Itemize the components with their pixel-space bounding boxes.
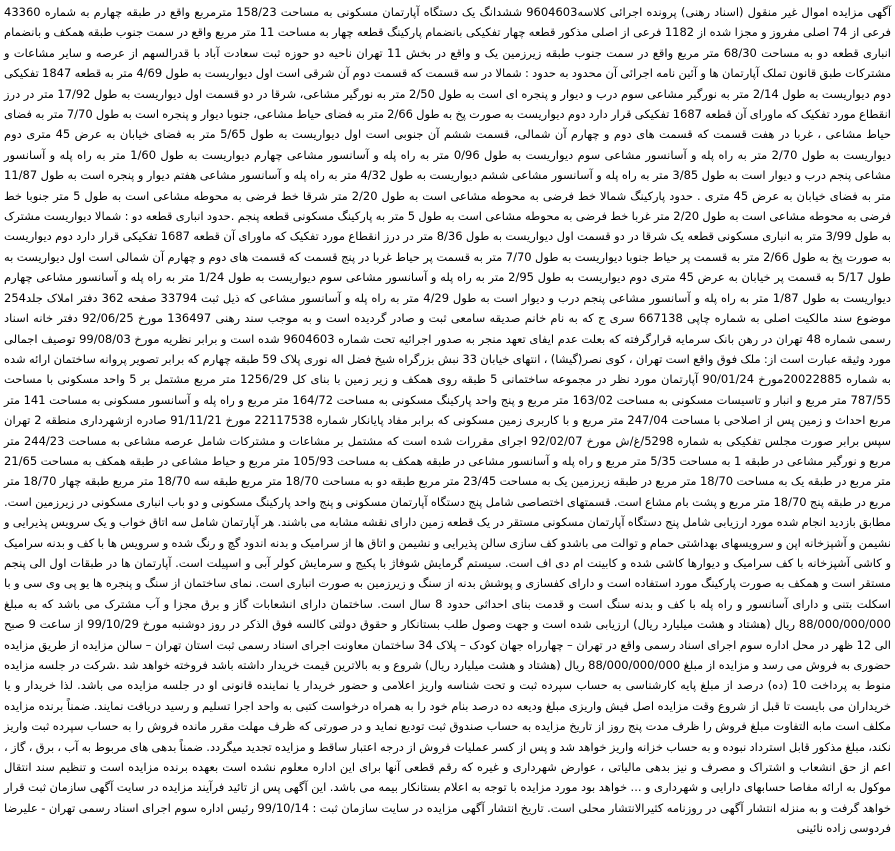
auction-notice-text: آگهی مزایده اموال غیر منقول (اسناد رهنی) پرونده اجرائی کلاسه9604603 ششدانگ یک دستگاه آپارتمان مسکونی به مساحت 158/23 مترمربع واقع در طبقه چهارم به شماره 43360 فرعی از 74 اصلی مفروز و مجزا شده از 1182 فرعی از اصلی مذکور قطعه چهار تفکیکی بانضمام پارکینگ قطعه چهار به مساحت 11 متر مربع واقع در سمت جنوب طبقه همکف و بانضمام انباری قطعه دو به مساحت 68/30 متر مربع واقع در سمت جنوب طبقه زیرزمین یک و واقع در بخش 11 تهران ناحیه دو حوزه ثبت سعادت آباد با قدرالسهم از عرصه و سایر مشاعات و مشترکات طبق قانون تملک آپارتمان ها و آئین نامه اجرائی آن محدود به حدود : شمالا در سه قسمت که قسمت دوم آن شرقی است اول دیواریست به طول 4/69 متر به قطعه 1847 تفکیکی دوم دیواریست به طول 2/14 متر به نورگیر مشاعی سوم درب و دیوار و پنجره ای است به طول 2/50 متر به نورگیر مشاعی، شرقا در دو قسمت اول دیواریست به طول 17/92 متر در درز انقطاع مورد تفکیک که ماورای آن قطعه 1687 تفکیکی قرار دارد دوم دیواریست به صورت پخ به طول 2/66 متر به فضای حیاط مشاعی، جنوبا دیوار و پنجره است به طول 7/70 متر به فضای حیاط مشاعی ، غربا در هفت قسمت که قسمت های دوم و چهارم آن شمالی، قسمت ششم آن جنوبی است اول دیواریست به طول 5/65 متر به فضای خیابان به عرض 45 متری دوم دیواریست به طول 2/70 متر به راه پله و آسانسور مشاعی سوم دیواریست به طول 0/96 متر به راه پله و آسانسور مشاعی چهارم دیواریست به طول 1/60 متر به راه پله و آسانسور مشاعی پنجم درب و دیوار است به طول 3/85 متر به راه پله و آسانسور مشاعی ششم دیواریست به طول 4/32 متر به راه پله و آسانسور مشاعی هفتم دیوار و پنجره است به طول 11/87 متر به فضای خیابان به عرض 45 متری . حدود پارکینگ شمالا خط فرضی به محوطه مشاعی است به طول 2/20 متر شرقا خط فرضی به محوطه مشاعی است به طول 5 متر جنوبا خط فرضی به محوطه مشاعی است به طول 2/20 متر غربا خط فرضی به محوطه مشاعی است به طول 5 متر به پارکینگ مسکونی قطعه پنجم .حدود انباری قطعه دو : شمالا دیواریست مشترک به طول 3/99 متر به انباری مسکونی قطعه یک شرقا در دو قسمت اول دیواریست به طول 8/36 متر در درز انقطاع مورد تفکیک که ماورای آن قطعه 1687 تفکیکی قرار دارد دوم دیواریست به صورت پخ به طول 2/66 متر به قسمت پر حیاط جنوبا دیواریست به طول 7/70 متر به قسمت پر حیاط غربا در پنج قسمت که قسمت های دوم و چهارم آن شمالی است اول دیواریست به طول 5/17 به قسمت پر خیابان به عرض 45 متری دوم دیواریست به طول 2/95 متر به راه پله و آسانسور مشاعی سوم دیواریست به طول 1/24 متر به راه پله و آسانسور مشاعی چهارم دیواریست به طول 1/87 متر به راه پله و آسانسور مشاعی پنجم درب و دیوار است به طول 4/29 متر به راه پله و آسانسور مشاعی که ذیل ثبت 33794 صفحه 362 دفتر املاک جلد254 موضوع سند مالکیت اصلی به شماره چاپی 667138 سری ج که به نام خانم صدیقه سامعی ثبت و صادر گردیده است و به موجب سند رهنی 136497 مورخ 92/06/25 دفتر خانه اسناد رسمی شماره 48 تهران در رهن بانک سرمایه قرارگرفته که بعلت عدم ایفای تعهد منجر به صدور اجرائیه تحت شماره 9604603 شده است و برابر نظریه مورخ 99/08/03 توصیف اجمالی مورد وثیقه عبارت است از: ملک فوق واقع است تهران ، کوی نصر(گیشا) ، انتهای خیابان 33 نبش بزرگراه شیخ فضل اله نوری پلاک 59 طبقه چهارم که برابر تصویر پروانه ساختمان ارائه شده به شماره 20022885مورخ 90/01/24 آپارتمان مورد نظر در مجموعه ساختمانی 5 طبقه روی همکف و زیر زمین با بنای کل 1256/29 متر مربع مشتمل بر 5 واحد مسکونی با مساحت 787/55 متر مربع و انبار و تاسیسات مسکونی به مساحت 163/02 متر مربع و پنج واحد پارکینگ مسکونی به مساحت 164/72 متر مربع و راه پله و آسانسور مسکونی به مساحت 141 متر مربع احداث و زمین پس از اصلاحی با مساحت 247/04 متر مربع و با کاربری زمین مسکونی که برابر مفاد پایانکار شماره 22117538 مورخ 91/11/21 صادره ازشهرداری منطقه 2 تهران سپس برابر صورت مجلس تفکیکی به شماره 5298/غ/ش مورخ 92/02/07 اجرای مقررات شده است که مشتمل بر مشاعات و مشترکات شامل عرصه مشاعی به مساحت 244/23 متر مربع و نورگیر مشاعی در طبقه 1 به مساحت 5/35 متر مربع و راه پله و آسانسور مشاعی در طبقه همکف به مساحت 105/93 متر مربع و حیاط مشاعی در طبقه همکف به مساحت 21/65 متر مربع در طبقه یک به مساحت 18/70 متر مربع در طبقه زیرزمین یک به مساحت 23/45 متر مربع طبقه دو به مساحت 18/70 متر مربع طبقه سه 18/70 متر مربع طبقه چهار 18/70 متر مربع در طبقه پنج 18/70 متر مربع و پشت بام مشاع است. قسمتهای اختصاصی شامل پنج دستگاه آپارتمان مسکونی و پنج واحد پارکینگ مسکونی و دو باب انباری مسکونی در زیرزمین است. مطابق بازدید انجام شده مورد ارزیابی شامل پنج دستگاه آپارتمان مسکونی مستقر در یک قطعه زمین دارای نقشه مشابه می باشند. هر آپارتمان شامل سه اتاق خواب و یک سرویس پذیرایی و نشیمن و آشپزخانه اپن و سرویسهای بهداشتی حمام و توالت می باشدو کف سازی سالن پذیرایی و نشیمن و اتاق ها از سرامیک و بدنه اندود گچ و رنگ شده و سرویس ها با کف و بدنه سرامیک و کاشی آشپزخانه با کف سرامیک و دیوارها کاشی شده و کابینت ام دی اف است. سیستم گرمایش شوفاژ با پکیج و سرمایش کولر آبی و اسپیلت است. آپارتمان ها در طبقات اول الی پنجم مستقر است و همکف به صورت پارکینگ مورد استفاده است و دارای کفسازی و پوشش بدنه از سنگ و زیرزمین به صورت انباری است. نمای ساختمان از سنگ و پنجره ها یو پی وی سی و با اسکلت بتنی و دارای آسانسور و راه پله با کف و بدنه سنگ است و قدمت بنای احداثی حدود 8 سال است. ساختمان دارای انشعابات گاز و برق مجزا و آب مشترک می باشد که به مبلغ 88/000/000/000 ریال (هشتاد و هشت میلیارد ریال) ارزیابی شده است و جهت وصول طلب بستانکار و حقوق دولتی کالسه فوق الذکر در روز دوشنبه مورخ 99/10/29 از ساعت 9 صبح الی 12 ظهر در محل اداره سوم اجرای اسناد رسمی واقع در تهران – چهارراه جهان کودک – پلاک 34 ساختمان معاونت اجرای اسناد رسمی ثبت استان تهران – سالن مزایده از طریق مزایده حضوری به فروش می رسد و مزایده از مبلغ 88/000/000/000 ریال (هشتاد و هشت میلیارد ریال) شروع و به بالاترین قیمت خریدار داشته باشد فروخته خواهد شد .شرکت در جلسه مزایده منوط به پرداخت 10 (ده) درصد از مبلغ پایه کارشناسی به حساب سپرده ثبت و تحت شناسه واریز اعلامی و حضور خریدار یا نماینده قانونی او در جلسه مزایده می باشد. لذا خریدار و یا خریداران می بایست تا قبل از شروع وقت مزایده اصل فیش واریزی مبلغ ودیعه ده درصد بنام خود را به همراه درخواست کتبی به واحد اجرا تسلیم و رسید دریافت نمایند. ضمناً برنده مزایده مکلف است مابه التفاوت مبلغ فروش را ظرف مدت پنج روز از تاریخ مزایده به حساب صندوق ثبت تودیع نماید و در صورتی که ظرف مهلت مقرر مانده فروش را به حساب سپرده ثبت واریز نکند، مبلغ مذکور قابل استرداد نبوده و به حساب خزانه واریز خواهد شد و پس از کسر عملیات فروش از درجه اعتبار ساقط و مزایده تجدید میگردد. ضمناً بدهی های مربوط به آب ، برق ، گاز ، اعم از حق انشعاب و اشتراک و مصرف و نیز بدهی مالیاتی ، عوارض شهرداری و غیره که رقم قطعی آنها برای این اداره معلوم نشده است بعهده برنده مزایده است و تنظیم سند انتقال موکول به ارائه مفاصا حسابهای دارایی و شهرداری و ... خواهد بود مورد مزایده با توجه به اعلام بستانکار بیمه می باشد. این آگهی پس از تائید فرآیند مزایده در سایت آگهی سازمان ثبت قرار خواهد گرفت و به منزله انتشار آگهی در روزنامه کثیرالانتشار محلی است. تاریخ انتشار آگهی مزایده در سایت سازمان ثبت : 99/10/14 رئیس اداره سوم اجرای اسناد رسمی تهران - علیرضا فردوسی زاده نائینی [4, 5, 892, 836]
